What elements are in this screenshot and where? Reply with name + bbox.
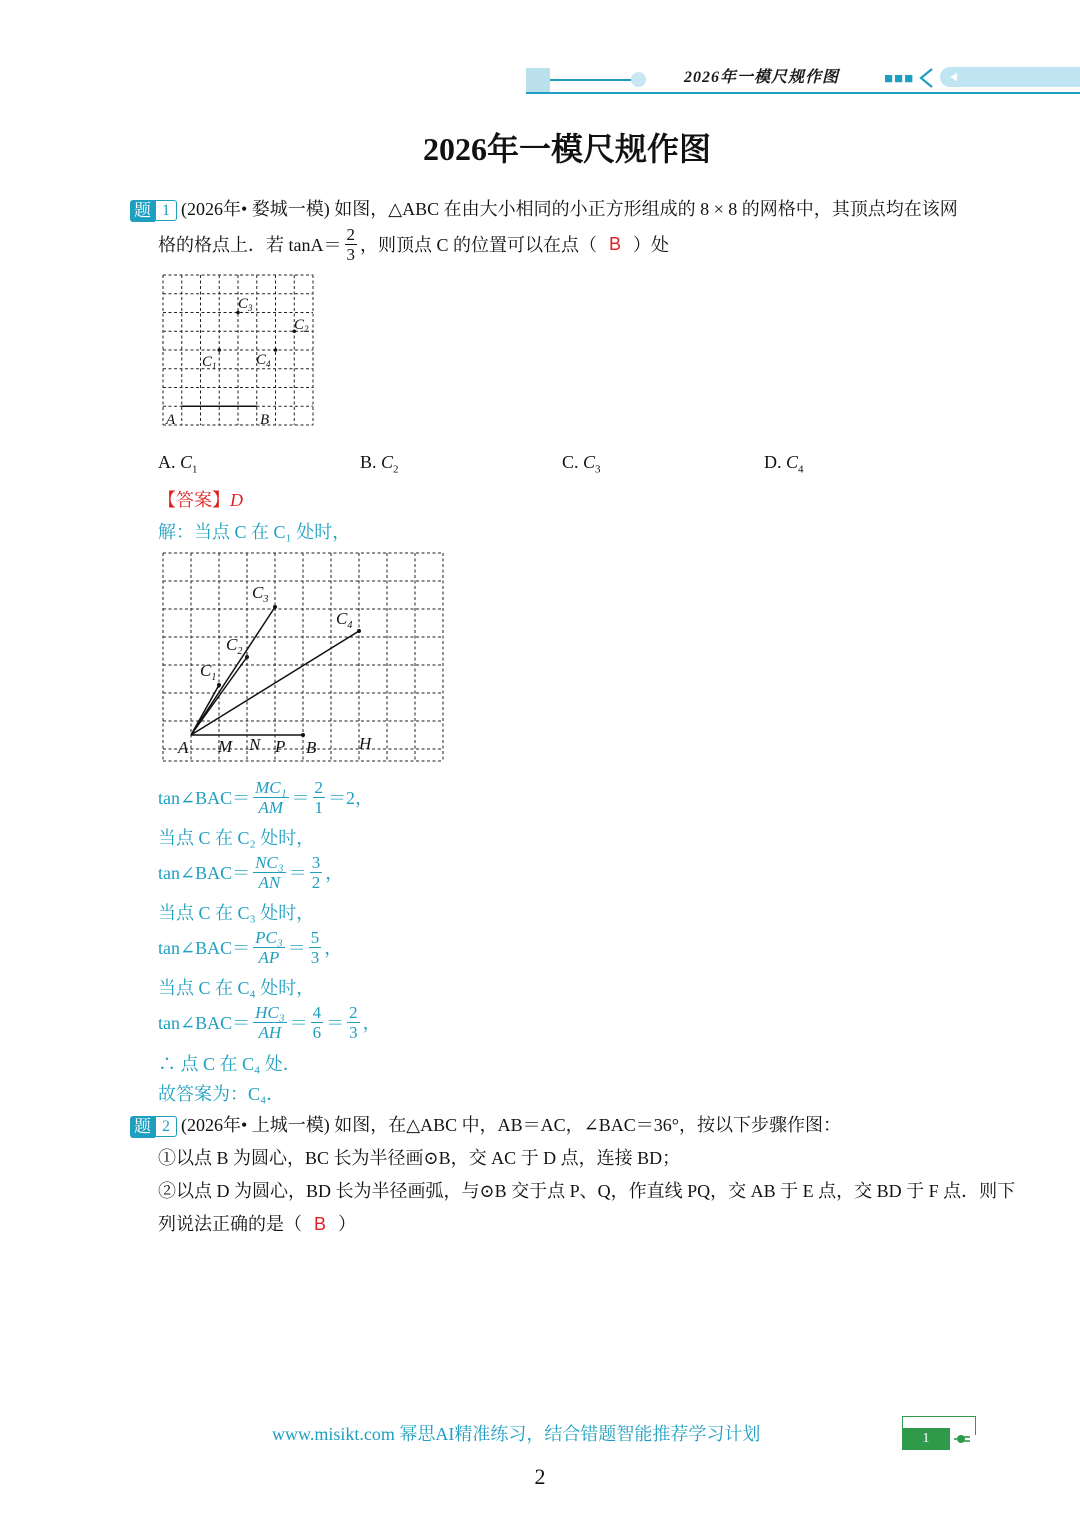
label2-c4: $C_4$	[336, 609, 353, 631]
label-c3: $C_3$	[238, 296, 253, 313]
final-answer: 故答案为：C₄．	[158, 1084, 285, 1104]
step-1: tan∠BAC＝ $\frac{\text{MC₁}}{AM}$ ＝ $\frac{2}{1}$ ＝2，	[158, 777, 374, 817]
q2-line3: ②以点 D 为圆心，BD 长为半径画弧，与⊙B 交于点 P、Q，作直线 PQ，交 AB 于 E 点，交 BD 于 F 点．则下	[158, 1181, 1016, 1201]
header-underline	[526, 92, 1080, 94]
footer-badge-page: 1	[902, 1428, 950, 1450]
label2-h: H	[359, 734, 372, 753]
label-c4: $C_4$	[256, 352, 271, 369]
label2-a: A	[178, 738, 189, 757]
q1-line1	[130, 195, 958, 222]
q2-line4: 列说法正确的是（ B ）	[158, 1214, 357, 1234]
step-7: tan∠BAC＝ $\frac{\text{HC₃}}{AH}$ ＝ $\frac{4}{6}$ ＝ $\frac{2}{3}$ ，	[158, 1002, 381, 1042]
label2-p: P	[275, 737, 286, 756]
q2-answer-mark: B	[314, 1214, 327, 1234]
step-6: 当点 C 在 C₄ 处时，	[158, 978, 315, 998]
plug-icon	[954, 1432, 978, 1446]
q1-fraction: $\frac{2}{3}$	[346, 224, 355, 264]
q2-line2: ①以点 B 为圆心，BC 长为半径画⊙B，交 AC 于 D 点，连接 BD；	[158, 1148, 681, 1168]
header-title: 2026年一模尺规作图	[684, 69, 840, 86]
grid-lines-2	[163, 553, 443, 761]
q1-stem-line1: (2026年• 婺城一模) 如图，△ABC 在由大小相同的小正方形组成的 8 × 8 的网格中，其顶点均在该网	[181, 199, 958, 219]
footer-badge	[900, 1416, 980, 1450]
step-3: tan∠BAC＝ $\frac{\text{NC₃}}{AN}$ ＝ $\frac{3}{2}$ ，	[158, 852, 344, 892]
q1-answer-mark: B	[609, 233, 622, 254]
header-line	[550, 79, 638, 81]
q1-solution-figure	[160, 550, 448, 765]
point2-c2	[245, 655, 249, 659]
point2-b	[301, 733, 305, 737]
label2-m: M	[218, 737, 233, 756]
q1-answer: 【答案】D	[158, 490, 243, 510]
point2-c1	[217, 683, 221, 687]
header-dot	[631, 72, 646, 87]
label2-n: N	[249, 735, 261, 754]
conclusion: ∴ 点 C 在 C₄ 处．	[158, 1054, 301, 1074]
step-2: 当点 C 在 C₂ 处时，	[158, 828, 315, 848]
q1-solution-intro: 解：当点 C 在 C₁ 处时，	[158, 522, 351, 542]
page-header	[0, 60, 1080, 100]
page-title: 2026年一模尺规作图	[422, 131, 711, 167]
footer-url[interactable]: www.misikt.com	[272, 1424, 395, 1444]
label2-c1: $C_1$	[200, 661, 217, 683]
header-square	[526, 68, 550, 92]
label2-b: B	[306, 738, 317, 757]
q1-option-b[interactable]: B. $C_2$	[360, 452, 399, 476]
q1-option-a[interactable]: A. $C_1$	[158, 452, 198, 476]
label-b: B	[260, 412, 270, 428]
footer-slogan: 幂思AI精准练习，结合错题智能推荐学习计划	[399, 1424, 761, 1444]
q1-grid-figure	[160, 272, 320, 430]
label2-c3: $C_3$	[252, 583, 269, 605]
label-a: A	[166, 412, 176, 428]
q1-line2: 格的格点上．若 tanA＝ $\frac{2}{3}$ ，则顶点 C 的位置可以在点（ B ）处	[158, 224, 670, 264]
point-c4	[274, 348, 278, 352]
q1-badge: 题 1	[130, 200, 177, 222]
label-c2: $C_2$	[294, 317, 309, 334]
q2-badge: 题 2	[130, 1116, 177, 1138]
footer-text	[272, 1420, 760, 1446]
triangle-left-icon	[948, 72, 958, 82]
label-c1: $C_1$	[202, 354, 217, 371]
step-5: tan∠BAC＝ $\frac{\text{PC₃}}{AP}$ ＝ $\frac{5}{3}$ ，	[158, 927, 343, 967]
q2-line1: 题 2 (2026年• 上城一模) 如图，在△ABC 中，AB＝AC，∠BAC＝36°，按以下步骤作图：	[130, 1111, 841, 1138]
q1-option-c[interactable]: C. $C_3$	[562, 452, 601, 476]
point-c1	[217, 348, 221, 352]
page-number: 2	[534, 1464, 546, 1489]
label2-c2: $C_2$	[226, 635, 243, 657]
q1-option-d[interactable]: D. $C_4$	[764, 452, 804, 476]
step-4: 当点 C 在 C₃ 处时，	[158, 903, 315, 923]
header-dots: ■■■	[884, 71, 915, 87]
point2-c4	[357, 629, 361, 633]
point2-c3	[273, 605, 277, 609]
header-bar	[940, 67, 1080, 87]
chevron-left-icon	[916, 66, 936, 90]
